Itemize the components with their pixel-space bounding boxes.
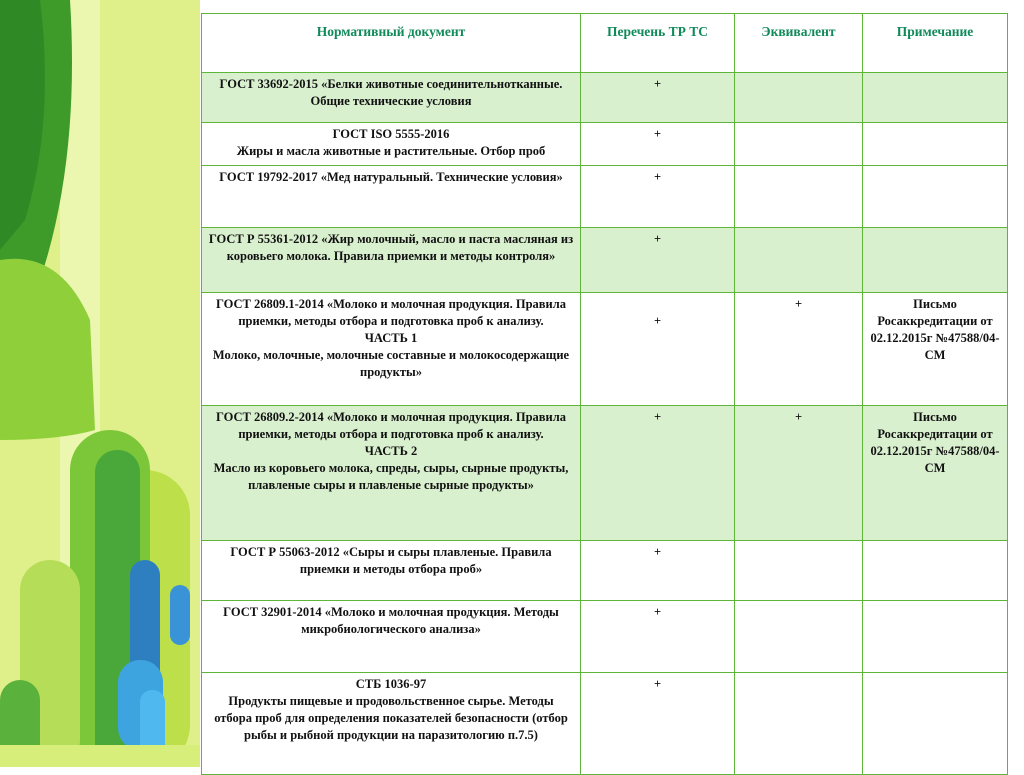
cell-list: + (581, 541, 735, 601)
cell-note (863, 123, 1008, 166)
normative-documents-table (201, 13, 1008, 775)
cell-equivalent (735, 73, 863, 123)
cell-equivalent (735, 673, 863, 775)
cell-document: ГОСТ 33692-2015 «Белки животные соединительнотканные. Общие технические условия (202, 73, 581, 123)
cell-document: ГОСТ 26809.2-2014 «Молоко и молочная продукция. Правила приемки, методы отбора и подготовка проб к анализу. ЧАСТЬ 2 Масло из коровьего молока, спреды, сыры, сырные продукты, плавленые сыры и плавленые сырные продукты» (202, 406, 581, 541)
table-header-row (202, 14, 1008, 73)
header-document: Нормативный документ (202, 14, 581, 73)
cell-document: СТБ 1036-97 Продукты пищевые и продовольственное сырье. Методы отбора проб для определения показателей безопасности (отбор рыбы и рыбной продукции на паразитологию п.7.5) (202, 673, 581, 775)
table-row (202, 73, 1008, 123)
cell-document: ГОСТ 32901-2014 «Молоко и молочная продукция. Методы микробиологического анализа» (202, 601, 581, 673)
header-note: Примечание (863, 14, 1008, 73)
cell-list: + (581, 228, 735, 293)
cell-document: ГОСТ 19792-2017 «Мед натуральный. Технические условия» (202, 166, 581, 228)
cell-equivalent: + (735, 406, 863, 541)
decorative-background (0, 0, 200, 767)
table-row (202, 123, 1008, 166)
table-row (202, 673, 1008, 775)
header-list: Перечень ТР ТС (581, 14, 735, 73)
cell-list: + (581, 673, 735, 775)
cell-list: + (581, 601, 735, 673)
cell-list: + (581, 123, 735, 166)
table-row (202, 293, 1008, 406)
table-row (202, 406, 1008, 541)
abstract-shapes-graphic (0, 0, 200, 767)
table-row (202, 541, 1008, 601)
cell-document: ГОСТ 26809.1-2014 «Молоко и молочная продукция. Правила приемки, методы отбора и подготовка проб к анализу. ЧАСТЬ 1 Молоко, молочные, молочные составные и молокосодержащие продукты» (202, 293, 581, 406)
table-row (202, 166, 1008, 228)
cell-note (863, 228, 1008, 293)
cell-equivalent (735, 228, 863, 293)
cell-equivalent (735, 601, 863, 673)
cell-equivalent (735, 123, 863, 166)
cell-document: ГОСТ ISO 5555-2016 Жиры и масла животные и растительные. Отбор проб (202, 123, 581, 166)
cell-list: + (581, 293, 735, 406)
cell-note: Письмо Росаккредитации от 02.12.2015г №47588/04-СМ (863, 293, 1008, 406)
cell-note: Письмо Росаккредитации от 02.12.2015г №47588/04-СМ (863, 406, 1008, 541)
cell-note (863, 73, 1008, 123)
cell-note (863, 541, 1008, 601)
cell-note (863, 601, 1008, 673)
table-row (202, 228, 1008, 293)
cell-list: + (581, 406, 735, 541)
cell-document: ГОСТ Р 55361-2012 «Жир молочный, масло и паста масляная из коровьего молока. Правила приемки и методы контроля» (202, 228, 581, 293)
cell-note (863, 166, 1008, 228)
cell-note (863, 673, 1008, 775)
cell-equivalent (735, 541, 863, 601)
cell-list: + (581, 166, 735, 228)
cell-list: + (581, 73, 735, 123)
cell-equivalent: + (735, 293, 863, 406)
cell-document: ГОСТ Р 55063-2012 «Сыры и сыры плавленые. Правила приемки и методы отбора проб» (202, 541, 581, 601)
table-row (202, 601, 1008, 673)
cell-equivalent (735, 166, 863, 228)
header-equivalent: Эквивалент (735, 14, 863, 73)
